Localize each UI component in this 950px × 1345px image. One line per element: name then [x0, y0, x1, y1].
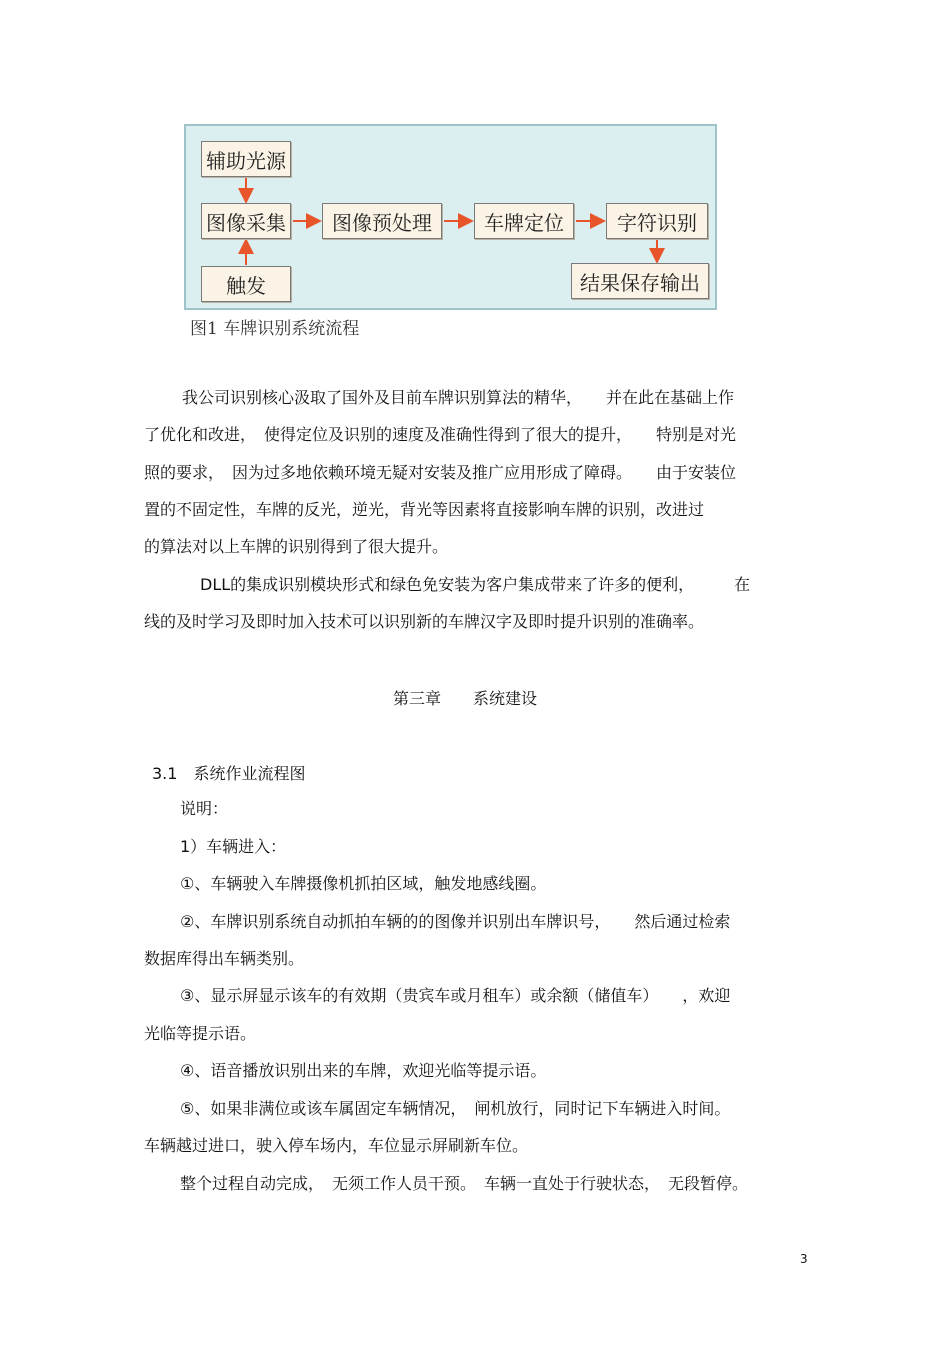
- box-trigger: 触发: [201, 266, 291, 302]
- intro-line: 了优化和改进， 使得定位及识别的速度及准确性得到了很大的提升， 特别是对光: [144, 425, 737, 444]
- section-line: ④、语音播放识别出来的车牌，欢迎光临等提示语。: [180, 1061, 547, 1080]
- chapter-title: 第三章 系统建设: [393, 689, 538, 708]
- box-char-recognition: 字符识别: [606, 203, 708, 239]
- flowchart-figure: [184, 124, 717, 310]
- section-line: ②、车牌识别系统自动抓拍车辆的的图像并识别出车牌识号， 然后通过检索: [180, 912, 731, 931]
- box-auxiliary-light: 辅助光源: [201, 141, 291, 177]
- section-line: ⑤、如果非满位或该车属固定车辆情况， 闸机放行，同时记下车辆进入时间。: [180, 1099, 731, 1118]
- intro-line: 置的不固定性，车牌的反光，逆光，背光等因素将直接影响车牌的识别，改进过: [144, 500, 705, 519]
- section-title: 3.1 系统作业流程图: [152, 764, 306, 783]
- section-line: 光临等提示语。: [144, 1024, 257, 1043]
- box-image-capture: 图像采集: [201, 203, 291, 239]
- box-result-output: 结果保存输出: [571, 263, 709, 299]
- section-line: 说明：: [180, 799, 229, 818]
- intro-line: 我公司识别核心汲取了国外及目前车牌识别算法的精华， 并在此在基础上作: [182, 388, 735, 407]
- page-number: 3: [800, 1252, 808, 1266]
- section-line: ③、显示屏显示该车的有效期（贵宾车或月租车）或余额（储值车） ，欢迎: [180, 986, 731, 1005]
- section-line: 整个过程自动完成， 无须工作人员干预。 车辆一直处于行驶状态， 无段暂停。: [180, 1174, 749, 1193]
- intro-line: 照的要求， 因为过多地依赖环境无疑对安装及推广应用形成了障碍。 由于安装位: [144, 463, 737, 482]
- section-line: 数据库得出车辆类别。: [144, 949, 305, 968]
- section-line: ①、车辆驶入车牌摄像机抓拍区域，触发地感线圈。: [180, 874, 547, 893]
- intro-line: DLL的集成识别模块形式和绿色免安装为客户集成带来了许多的便利， 在: [200, 575, 751, 594]
- intro-line: 线的及时学习及即时加入技术可以识别新的车牌汉字及即时提升识别的准确率。: [144, 612, 705, 631]
- section-line: 车辆越过进口，驶入停车场内，车位显示屏刷新车位。: [144, 1136, 529, 1155]
- box-preprocess: 图像预处理: [322, 203, 442, 239]
- intro-line: 的算法对以上车牌的识别得到了很大提升。: [144, 537, 449, 556]
- section-line: 1）车辆进入：: [180, 837, 287, 856]
- box-plate-locate: 车牌定位: [474, 203, 574, 239]
- figure-caption: 图1 车牌识别系统流程: [190, 319, 360, 339]
